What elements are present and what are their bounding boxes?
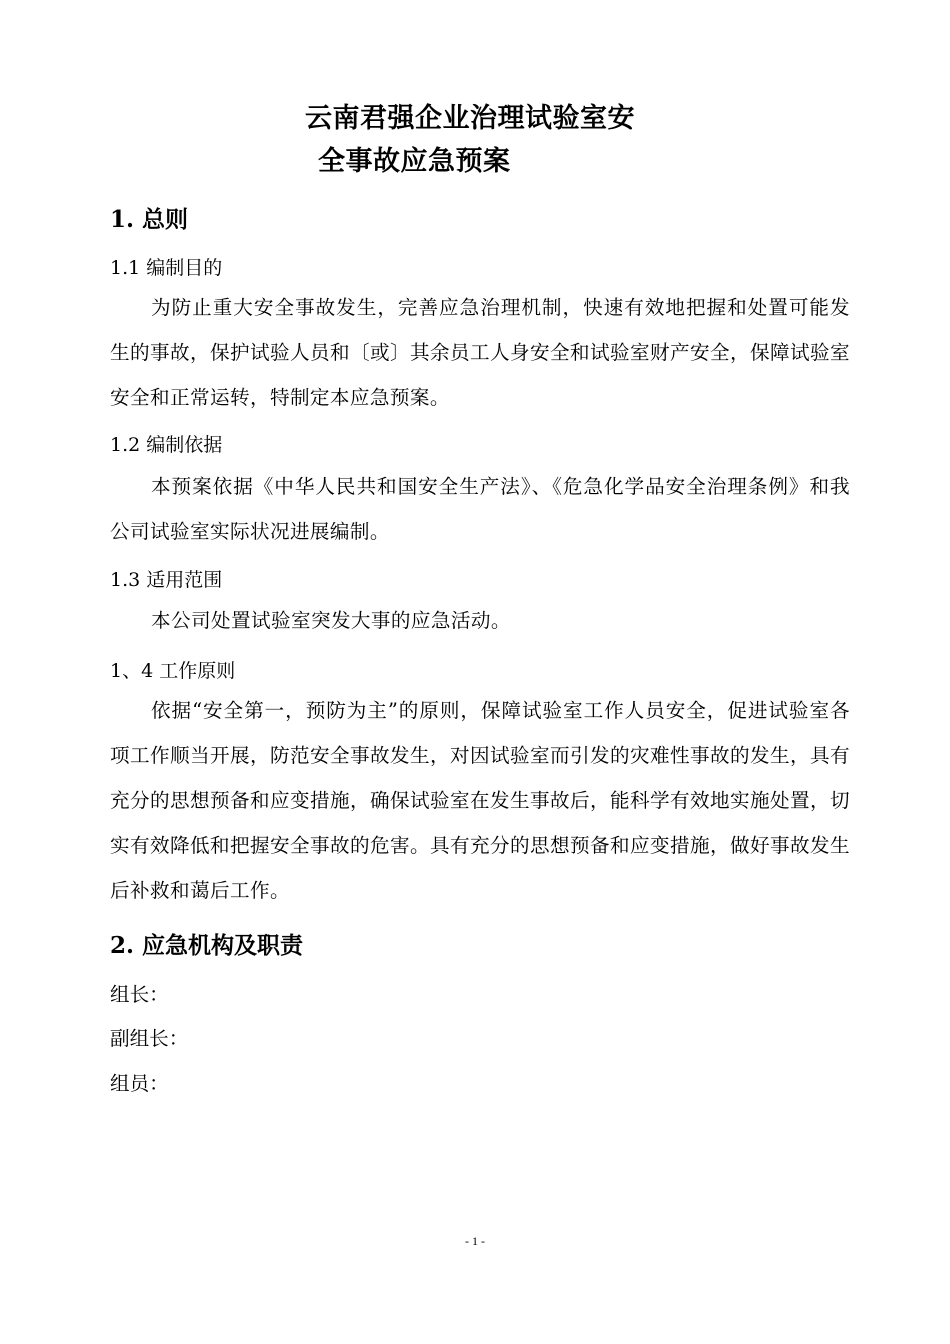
group-members-label: 组员： [110, 1072, 169, 1095]
subsection-1-2-heading: 1.2 编制依据 [110, 434, 223, 456]
subsection-1-4-text: 依据“安全第一，预防为主”的原则，保障试验室工作人员安全，促进试验室各项工作顺当开展，防范安全事故发生，对因试验室而引发的灾难性事故的发生，具有充分的思想预备和应变措施，确保试验室在发生事故后，能科学有效地实施处置，切实有效降低和把握安全事故的危害。具有充分的思想预备和应变措施，做好事故发生后补救和蔼后工作。 [110, 699, 850, 902]
subsection-1-1-heading: 1.1 编制目的 [110, 257, 223, 279]
subsection-1-2-text: 本预案依据《中华人民共和国安全生产法》、《危急化学品安全治理条例》和我公司试验室实际状况进展编制。 [110, 475, 850, 543]
deputy-leader-label: 副组长： [110, 1027, 189, 1050]
subsection-1-1-text: 为防止重大安全事故发生，完善应急治理机制，快速有效地把握和处置可能发生的事故，保护试验人员和〔或〕其余员工人身安全和试验室财产安全，保障试验室安全和正常运转，特制定本应急预案。 [110, 296, 850, 409]
group-leader-label: 组长： [110, 983, 169, 1006]
page-number: - 1 - [465, 1234, 485, 1248]
section-2-heading: 2. 应急机构及职责 [110, 932, 304, 959]
subsection-1-3-text: 本公司处置试验室突发大事的应急活动。 [151, 609, 511, 632]
section-1-heading: 1. 总则 [110, 206, 189, 233]
subsection-1-4-heading: 1、4 工作原则 [110, 660, 236, 682]
subsection-1-3-heading: 1.3 适用范围 [110, 569, 223, 591]
document-title-line-2: 全事故应急预案 [318, 146, 511, 177]
document-title-line-1: 云南君强企业治理试验室安 [305, 103, 635, 134]
